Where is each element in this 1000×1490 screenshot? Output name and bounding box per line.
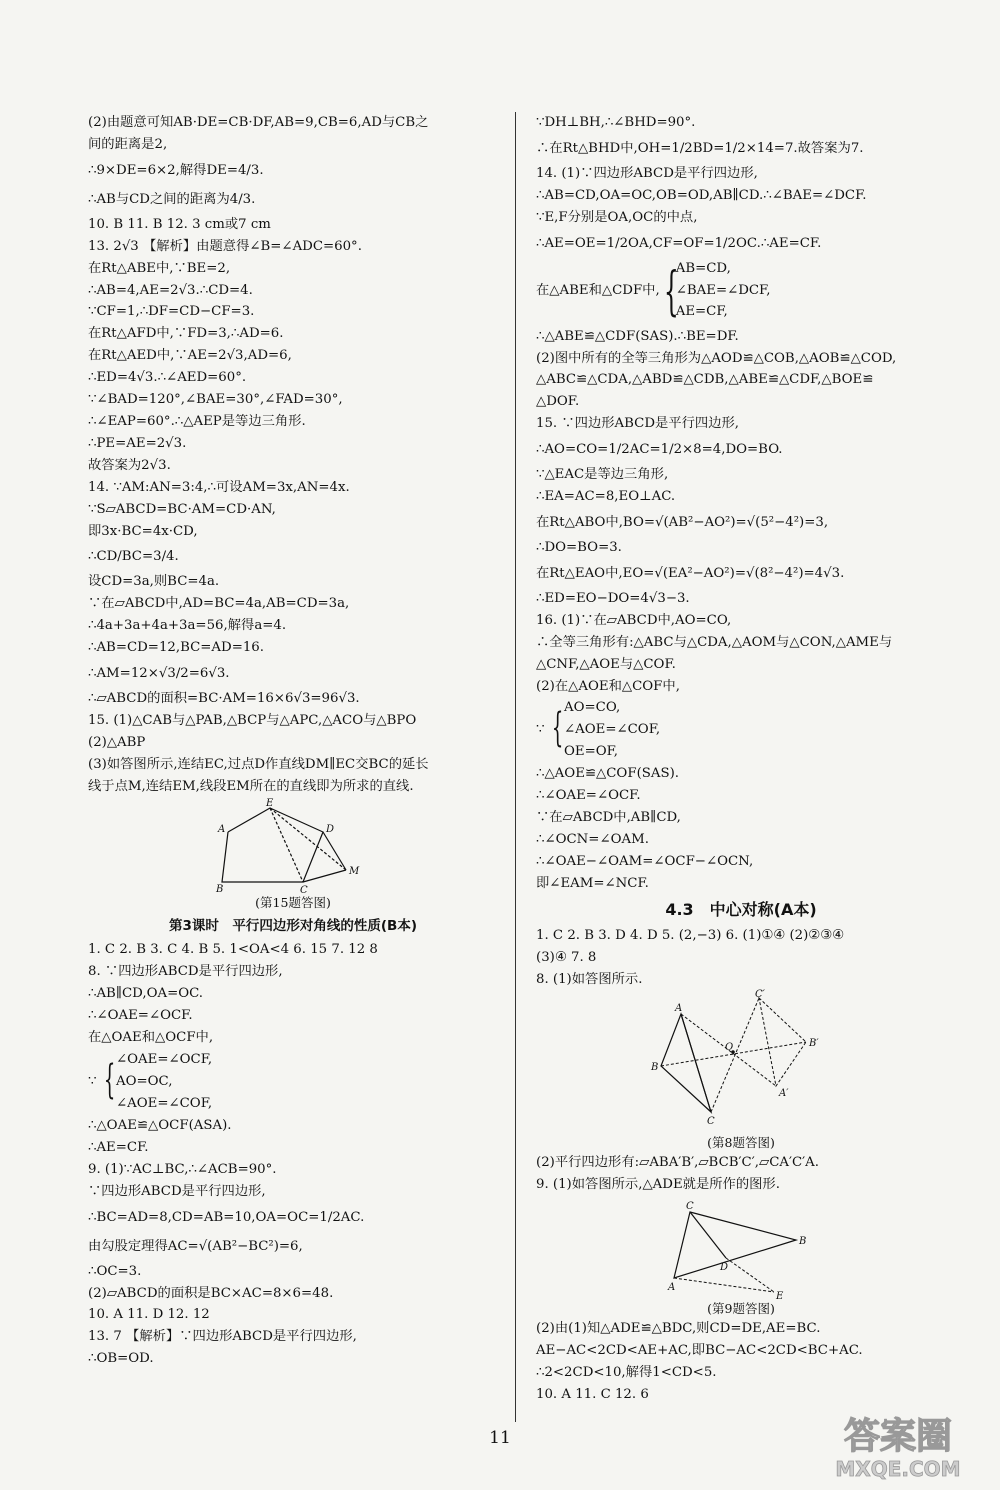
text-line: ∴∠OAE=∠OCF.	[88, 1008, 193, 1024]
text-line: 14. (1)∵四边形ABCD是平行四边形,	[536, 165, 758, 181]
because-symbol: ∵	[88, 1074, 97, 1089]
condition-line: AO=CO,	[564, 700, 621, 716]
text-line: 13. 2√3 【解析】由题意得∠B=∠ADC=60°.	[88, 238, 362, 254]
text-line: ∴AB=CD,OA=OC,OB=OD,AB∥CD.∴∠BAE=∠DCF.	[536, 187, 867, 203]
label-c: C	[686, 1201, 694, 1213]
label-o: O	[725, 1042, 734, 1054]
answer-line: (3)④ 7. 8	[536, 949, 597, 965]
text-line: ∴∠OCN=∠OAM.	[536, 832, 649, 848]
figure-15	[216, 797, 368, 896]
line-ec	[270, 808, 303, 882]
figure-caption: (第15题答图)	[255, 894, 331, 910]
text-line: 在Rt△ABO中,BO=√(AB²−AO²)=√(5²−4²)=3,	[536, 514, 829, 530]
text-line: (2)在△AOE和△COF中,	[536, 678, 680, 694]
condition-line: ∠BAE=∠DCF,	[675, 282, 771, 298]
text-line: 在Rt△EAO中,EO=√(EA²−AO²)=√(8²−4²)=4√3.	[536, 565, 845, 581]
column-divider	[515, 112, 516, 1422]
text-line: ∴AO=CO=1/2AC=1/2×8=4,DO=BO.	[536, 442, 783, 458]
text-line: △ABC≌△CDA,△ABD≌△CDB,△ABE≌△CDF,△BOE≌	[536, 372, 874, 388]
text-line: ∴AM=12×√3/2=6√3.	[88, 666, 230, 682]
label-m: M	[349, 865, 360, 877]
brace-symbol: {	[663, 261, 679, 322]
text-line: (2)由题意可知AB·DE=CB·DF,AB=9,CB=6,AD与CB之	[88, 115, 429, 130]
text-line: ∴PE=AE=2√3.	[88, 435, 187, 451]
text-line: 9. (1)∵AC⊥BC,∴∠ACB=90°.	[88, 1161, 277, 1177]
text-line: 即∠EAM=∠NCF.	[536, 875, 649, 891]
text-line: ∴△ABE≌△CDF(SAS).∴BE=DF.	[536, 328, 739, 344]
lesson-heading: 第3课时 平行四边形对角线的性质(B本)	[168, 917, 418, 934]
text-line: ∵在▱ABCD中,AD=BC=4a,AB=CD=3a,	[88, 596, 350, 612]
label-a-prime: A′	[779, 1088, 789, 1100]
text-line: 在Rt△ABE中,∵BE=2,	[88, 260, 231, 276]
text-line: ∴ED=4√3.∴∠AED=60°.	[88, 370, 247, 386]
label-b: B	[799, 1236, 807, 1248]
text-line: ∴在Rt△BHD中,OH=1/2BD=1/2×14=7.故答案为7.	[536, 140, 864, 156]
text-line: 8. ∵四边形ABCD是平行四边形,	[88, 964, 283, 980]
triangle-abc	[674, 1212, 796, 1278]
text-line: ∴∠OAE−∠OAM=∠OCF−∠OCN,	[536, 854, 754, 870]
line-cd	[690, 1212, 726, 1258]
page-number: 11	[489, 1428, 511, 1448]
text-line: ∵DH⊥BH,∴∠BHD=90°.	[536, 115, 696, 130]
watermark-logo	[814, 1408, 982, 1482]
text-line: 间的距离是2,	[88, 136, 168, 152]
text-line: 线于点M,连结EM,线段EM所在的直线即为所求的直线.	[88, 778, 414, 794]
label-e: E	[776, 1291, 784, 1303]
label-a: A	[675, 1003, 683, 1015]
left-column	[88, 112, 498, 1370]
text-line: ∴AB与CD之间的距离为4/3.	[88, 191, 256, 207]
text-line: ∴▱ABCD的面积=BC·AM=16×6√3=96√3.	[88, 691, 360, 707]
answer-line: 10. A 11. C 12. 6	[536, 1387, 649, 1402]
label-e: E	[266, 797, 274, 809]
line-ae	[674, 1278, 774, 1292]
line-ac	[681, 1014, 711, 1112]
brace-symbol: {	[551, 705, 564, 752]
text-line: ∵四边形ABCD是平行四边形,	[88, 1183, 266, 1199]
brace-conditions	[536, 258, 946, 326]
watermark-url: MXQE.COM	[835, 1457, 961, 1481]
text-line: 故答案为2√3.	[88, 457, 171, 473]
label-c: C	[707, 1116, 715, 1128]
text-line: ∵E,F分别是OA,OC的中点,	[536, 209, 698, 225]
brace-conditions	[88, 1049, 498, 1115]
text-line: (2)图中所有的全等三角形为△AOD≌△COB,△AOB≌△COD,	[536, 350, 897, 366]
text-line: (2)△ABP	[88, 734, 146, 750]
label-c-prime: C′	[755, 989, 765, 1001]
text-line: ∴DO=BO=3.	[536, 539, 622, 555]
label-c: C	[300, 884, 308, 896]
figure-9	[666, 1200, 816, 1303]
text-line: 15. (1)△CAB与△PAB,△BCP与△APC,△ACO与△BPO	[88, 712, 417, 728]
text-line: AE−AC<2CD<AE+AC,即BC−AC<2CD<BC+AC.	[536, 1343, 863, 1359]
condition-line: ∠OAE=∠OCF,	[116, 1052, 213, 1067]
text-line: △DOF.	[536, 394, 580, 410]
line-dm	[323, 832, 346, 870]
answer-line: 1. C 2. B 3. C 4. B 5. 1<OA<4 6. 15 7. 12 8	[88, 942, 378, 958]
text-line: 设CD=3a,则BC=4a.	[88, 574, 220, 590]
text-line: △CNF,△AOE与△COF.	[536, 656, 676, 672]
text-line: ∵S▱ABCD=BC·AM=CD·AN,	[88, 501, 276, 517]
text-line: 在Rt△AED中,∵AE=2√3,AD=6,	[88, 348, 292, 364]
section-heading: 4.3 中心对称(A本)	[665, 899, 817, 919]
condition-line: ∠AOE=∠COF,	[564, 722, 661, 738]
text-line: ∴AE=OE=1/2OA,CF=OF=1/2OC.∴AE=CF.	[536, 235, 822, 251]
text-line: 13. 7 【解析】∵四边形ABCD是平行四边形,	[88, 1329, 357, 1345]
text-line: ∴△OAE≌△OCF(ASA).	[88, 1118, 232, 1133]
label-a: A	[668, 1282, 676, 1294]
condition-line: AO=OC,	[116, 1073, 173, 1089]
line-de	[726, 1258, 774, 1292]
text-line: 9. (1)如答图所示,△ADE就是所作的图形.	[536, 1177, 780, 1193]
text-line: ∵∠BAD=120°,∠BAE=30°,∠FAD=30°,	[88, 392, 343, 408]
text-line: ∴∠OAE=∠OCF.	[536, 788, 641, 804]
condition-line: AE=CF,	[675, 304, 728, 320]
polygon-abcde	[222, 808, 323, 882]
text-line: 在Rt△AFD中,∵FD=3,∴AD=6.	[88, 326, 284, 342]
brace-symbol: {	[103, 1057, 116, 1103]
text-line: ∴AB=4,AE=2√3.∴CD=4.	[88, 282, 253, 298]
text-line: 由勾股定理得AC=√(AB²−BC²)=6,	[88, 1238, 303, 1254]
text-line: ∴△AOE≌△COF(SAS).	[536, 766, 679, 782]
condition-line: AB=CD,	[675, 260, 731, 276]
because-symbol: ∵	[536, 722, 545, 738]
answer-line: 1. C 2. B 3. D 4. D 5. (2,−3) 6. (1)①④ (2)②③④	[536, 927, 845, 943]
text-line: ∴AB=CD=12,BC=AD=16.	[88, 640, 264, 656]
figure-caption: (第8题答图)	[707, 1135, 775, 1151]
text-line: (2)▱ABCD的面积是BC×AC=8×6=48.	[88, 1285, 334, 1301]
text-line: 15. ∵四边形ABCD是平行四边形,	[536, 416, 740, 432]
line-em	[270, 808, 346, 870]
text-line: ∴9×DE=6×2,解得DE=4/3.	[88, 162, 264, 178]
text-line: ∴∠EAP=60°.∴△AEP是等边三角形.	[88, 413, 306, 429]
figure-caption: (第9题答图)	[707, 1301, 775, 1317]
text-line: ∴EA=AC=8,EO⊥AC.	[536, 489, 676, 505]
label-b-prime: B′	[809, 1038, 819, 1050]
text-line: 在△OAE和△OCF中,	[88, 1030, 214, 1046]
text-line: ∴ED=EO−DO=4√3−3.	[536, 590, 690, 606]
text-line: ∴AE=CF.	[88, 1139, 149, 1155]
right-column	[536, 112, 946, 1406]
text-line: 即3x·BC=4x·CD,	[88, 523, 198, 539]
label-a: A	[218, 823, 226, 835]
triangle-abc-prime	[759, 998, 806, 1086]
text-line: ∵△EAC是等边三角形,	[536, 467, 669, 483]
text-line: ∴BC=AD=8,CD=AB=10,OA=OC=1/2AC.	[88, 1209, 365, 1225]
text-line: 14. ∵AM:AN=3:4,∴可设AM=3x,AN=4x.	[88, 479, 350, 495]
label-b: B	[216, 883, 224, 895]
text-line: ∵CF=1,∴DF=CD−CF=3.	[88, 304, 255, 320]
text-line: ∴全等三角形有:△ABC与△CDA,△AOM与△CON,△AME与	[536, 634, 893, 650]
text-line: 16. (1)∵在▱ABCD中,AO=CO,	[536, 612, 732, 628]
answer-line: 10. A 11. D 12. 12	[88, 1307, 210, 1323]
text-line: ∴OC=3.	[88, 1263, 142, 1279]
line-cc-prime	[711, 998, 759, 1112]
text-line: ∴AB∥CD,OA=OC.	[88, 986, 204, 1002]
text-line: ∴2<2CD<10,解得1<CD<5.	[536, 1365, 717, 1381]
condition-line: ∠AOE=∠COF,	[116, 1095, 213, 1111]
label-b: B	[651, 1062, 659, 1074]
label-d: D	[326, 823, 335, 835]
answer-line: 10. B 11. B 12. 3 cm或7 cm	[88, 216, 271, 232]
watermark-text: 答案圈	[843, 1416, 953, 1457]
figure-8	[651, 989, 831, 1134]
brace-conditions	[536, 697, 946, 763]
brace-lead: 在△ABE和△CDF中,	[536, 282, 660, 298]
text-line: ∴CD/BC=3/4.	[88, 549, 179, 565]
line-cm	[303, 870, 346, 882]
text-line: (2)平行四边形有:▱ABA′B′,▱BCB′C′,▱CA′C′A.	[536, 1155, 820, 1171]
label-d: D	[720, 1262, 729, 1274]
text-line: (3)如答图所示,连结EC,过点D作直线DM∥EC交BC的延长	[88, 756, 429, 772]
text-line: ∴4a+3a+4a+3a=56,解得a=4.	[88, 618, 287, 634]
condition-line: OE=OF,	[564, 744, 619, 760]
text-line: ∴OB=OD.	[88, 1351, 154, 1367]
text-line: (2)由(1)知△ADE≌△BDC,则CD=DE,AE=BC.	[536, 1321, 821, 1337]
text-line: ∵在▱ABCD中,AB∥CD,	[536, 810, 681, 826]
text-line: 8. (1)如答图所示.	[536, 971, 643, 987]
